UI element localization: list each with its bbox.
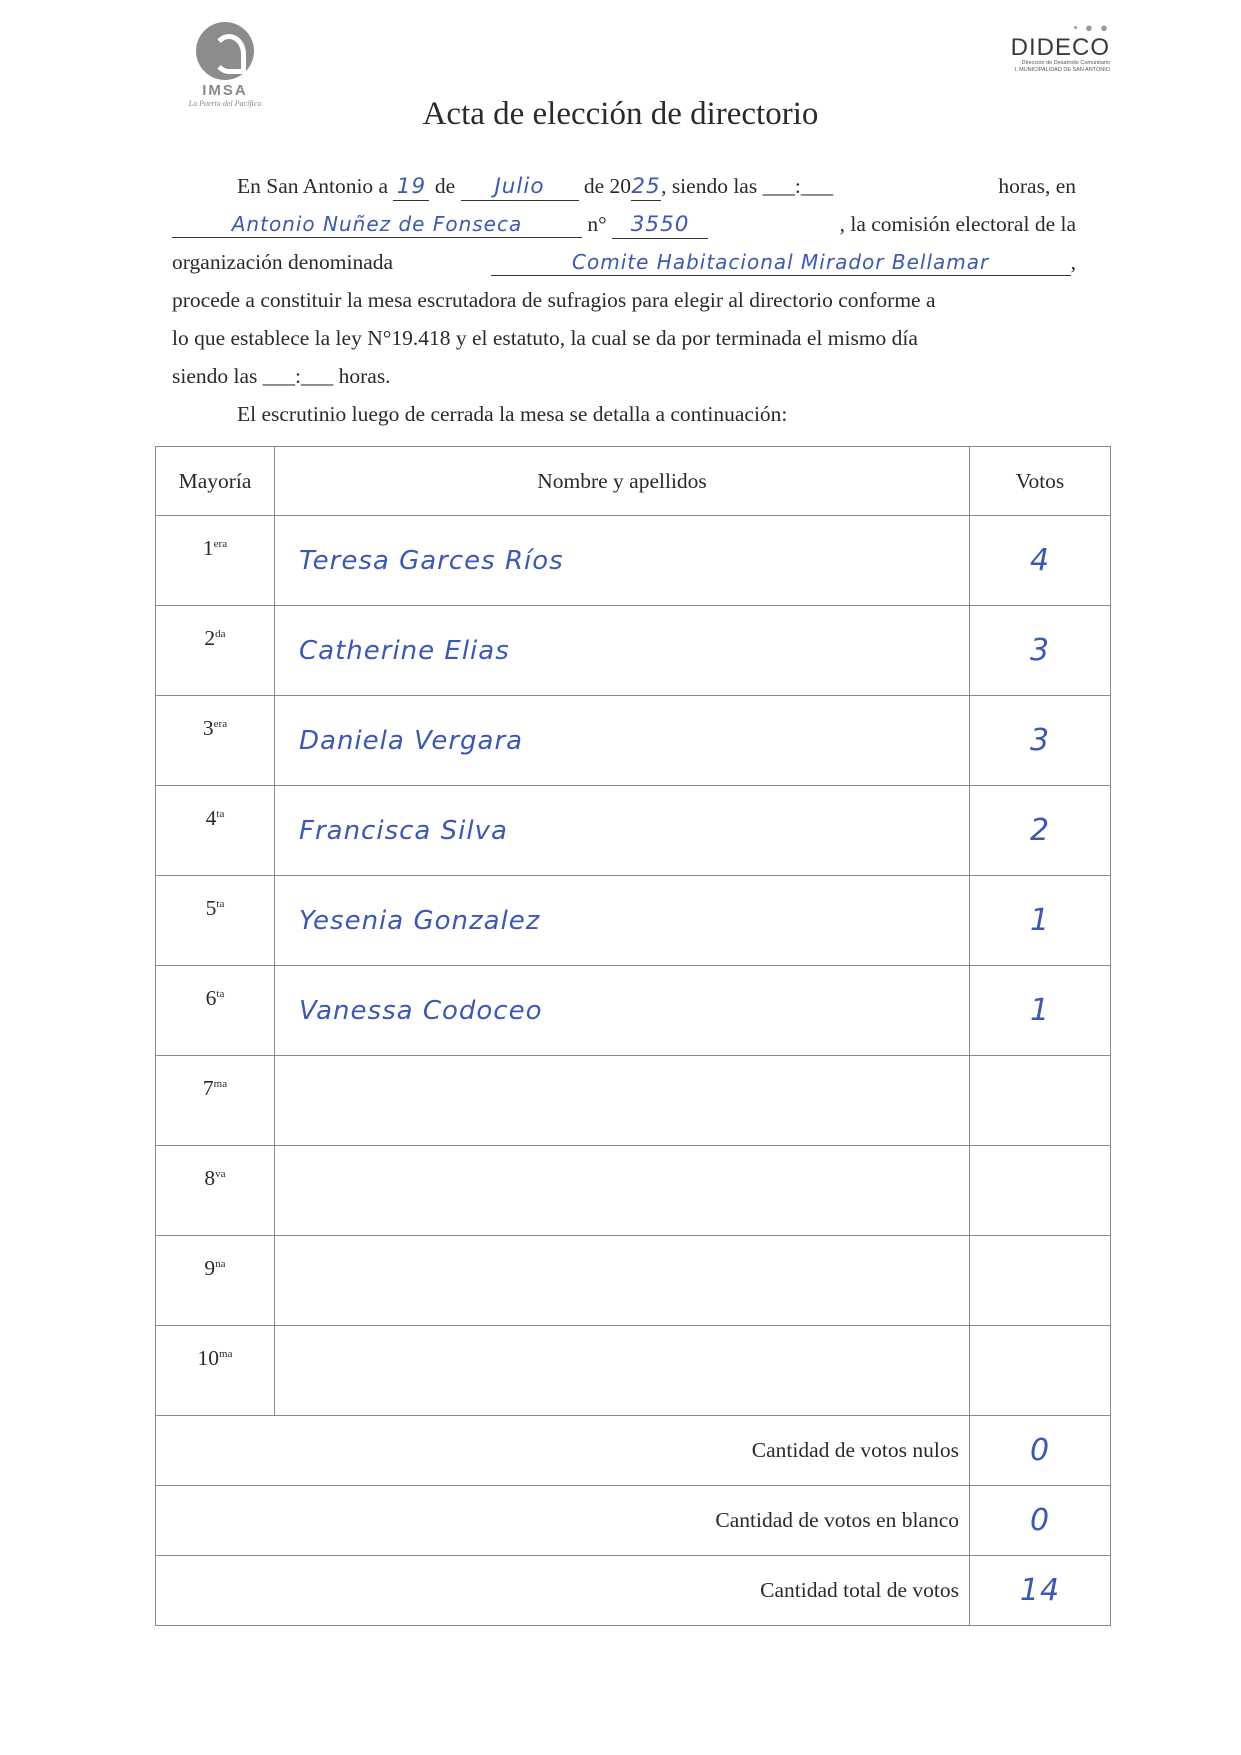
votes-cell[interactable]: 1 bbox=[970, 966, 1111, 1056]
dideco-logo bbox=[990, 20, 1110, 100]
table-row bbox=[156, 1236, 1111, 1326]
intro-text: , la comisión electoral de la bbox=[839, 212, 1076, 236]
name-cell[interactable]: Catherine Elias bbox=[275, 606, 970, 696]
rank-cell: $9^{na}$ bbox=[156, 1236, 275, 1326]
intro-line-6: siendo las ___:___ horas. bbox=[172, 364, 391, 388]
total-votes-label: Cantidad total de votos bbox=[156, 1556, 970, 1626]
votes-cell[interactable] bbox=[970, 1236, 1111, 1326]
name-cell[interactable] bbox=[275, 1146, 970, 1236]
results-table bbox=[155, 446, 1111, 1626]
rank-cell: $8^{va}$ bbox=[156, 1146, 275, 1236]
table-row bbox=[156, 516, 1111, 606]
intro-line-3 bbox=[172, 243, 1076, 281]
name-cell[interactable]: Francisca Silva bbox=[275, 786, 970, 876]
rank-cell: $1^{era}$ bbox=[156, 516, 275, 606]
intro-text: horas, en bbox=[998, 174, 1076, 198]
rank-cell: $7^{ma}$ bbox=[156, 1056, 275, 1146]
header-rank: Mayoría bbox=[156, 447, 275, 516]
table-row bbox=[156, 966, 1111, 1056]
month-field[interactable]: Julio bbox=[461, 174, 579, 201]
votes-cell[interactable]: 1 bbox=[970, 876, 1111, 966]
rank-cell: $6^{ta}$ bbox=[156, 966, 275, 1056]
blank-votes-row bbox=[156, 1486, 1111, 1556]
day-field[interactable]: 19 bbox=[393, 174, 429, 201]
dideco-subtitle-2: I. MUNICIPALIDAD DE SAN ANTONIO bbox=[1014, 67, 1110, 73]
address-number-field[interactable]: 3550 bbox=[612, 212, 708, 239]
total-votes-value[interactable]: 14 bbox=[970, 1556, 1111, 1626]
table-row bbox=[156, 1326, 1111, 1416]
intro-text: En San Antonio a bbox=[237, 174, 389, 198]
table-row bbox=[156, 1056, 1111, 1146]
intro-line-1 bbox=[172, 167, 1076, 205]
time-blank: ___:___ bbox=[762, 174, 834, 198]
null-votes-value[interactable]: 0 bbox=[970, 1416, 1111, 1486]
rank-cell: $2^{da}$ bbox=[156, 606, 275, 696]
total-votes-row bbox=[156, 1556, 1111, 1626]
intro-text: , bbox=[1070, 250, 1076, 274]
intro-line-4: procede a constituir la mesa escrutadora de sufragios para elegir al directorio conforme a bbox=[172, 288, 936, 312]
votes-cell[interactable]: 3 bbox=[970, 606, 1111, 696]
intro-paragraph bbox=[172, 167, 1076, 433]
votes-cell[interactable]: 3 bbox=[970, 696, 1111, 786]
rank-cell: $4^{ta}$ bbox=[156, 786, 275, 876]
table-row bbox=[156, 876, 1111, 966]
imsa-emblem-icon bbox=[196, 22, 254, 80]
imsa-logo-name: IMSA bbox=[202, 82, 248, 99]
null-votes-row bbox=[156, 1416, 1111, 1486]
imsa-logo-tagline: La Puerta del Pacífico bbox=[188, 99, 262, 108]
dideco-logo-name: DIDECO bbox=[1010, 34, 1110, 61]
page-title: Acta de elección de directorio bbox=[422, 96, 819, 132]
votes-cell[interactable]: 2 bbox=[970, 786, 1111, 876]
intro-text: de 20 bbox=[583, 174, 632, 198]
votes-cell[interactable] bbox=[970, 1146, 1111, 1236]
imsa-logo bbox=[160, 12, 290, 107]
table-header-row bbox=[156, 447, 1111, 516]
rank-cell: $3^{era}$ bbox=[156, 696, 275, 786]
blank-votes-value[interactable]: 0 bbox=[970, 1486, 1111, 1556]
year-field[interactable]: 25 bbox=[631, 174, 661, 199]
name-cell[interactable] bbox=[275, 1326, 970, 1416]
address-field[interactable]: Antonio Nuñez de Fonseca bbox=[172, 211, 582, 238]
header-name: Nombre y apellidos bbox=[275, 447, 970, 516]
table-row bbox=[156, 606, 1111, 696]
intro-line-2 bbox=[172, 205, 1076, 243]
organization-field[interactable]: Comite Habitacional Mirador Bellamar bbox=[491, 249, 1071, 276]
dideco-subtitle: Dirección de Desarrollo Comunitario bbox=[1021, 60, 1110, 66]
blank-votes-label: Cantidad de votos en blanco bbox=[156, 1486, 970, 1556]
votes-cell[interactable] bbox=[970, 1056, 1111, 1146]
name-cell[interactable] bbox=[275, 1056, 970, 1146]
table-row bbox=[156, 1146, 1111, 1236]
rank-cell: $10^{ma}$ bbox=[156, 1326, 275, 1416]
null-votes-label: Cantidad de votos nulos bbox=[156, 1416, 970, 1486]
rank-cell: $5^{ta}$ bbox=[156, 876, 275, 966]
intro-text: , siendo las bbox=[661, 174, 758, 198]
name-cell[interactable]: Teresa Garces Ríos bbox=[275, 516, 970, 606]
table-row bbox=[156, 696, 1111, 786]
intro-text: n° bbox=[587, 212, 607, 236]
name-cell[interactable]: Yesenia Gonzalez bbox=[275, 876, 970, 966]
votes-cell[interactable]: 4 bbox=[970, 516, 1111, 606]
header-votes: Votos bbox=[970, 447, 1111, 516]
dideco-dots-icon: • ● ● bbox=[1073, 20, 1110, 35]
intro-text: organización denominada bbox=[172, 250, 394, 274]
votes-cell[interactable] bbox=[970, 1326, 1111, 1416]
intro-text: de bbox=[434, 174, 456, 198]
name-cell[interactable]: Vanessa Codoceo bbox=[275, 966, 970, 1056]
intro-line-5: lo que establece la ley N°19.418 y el estatuto, la cual se da por terminada el mismo día bbox=[172, 326, 918, 350]
name-cell[interactable] bbox=[275, 1236, 970, 1326]
table-row bbox=[156, 786, 1111, 876]
intro-line-7: El escrutinio luego de cerrada la mesa se detalla a continuación: bbox=[237, 402, 788, 426]
name-cell[interactable]: Daniela Vergara bbox=[275, 696, 970, 786]
